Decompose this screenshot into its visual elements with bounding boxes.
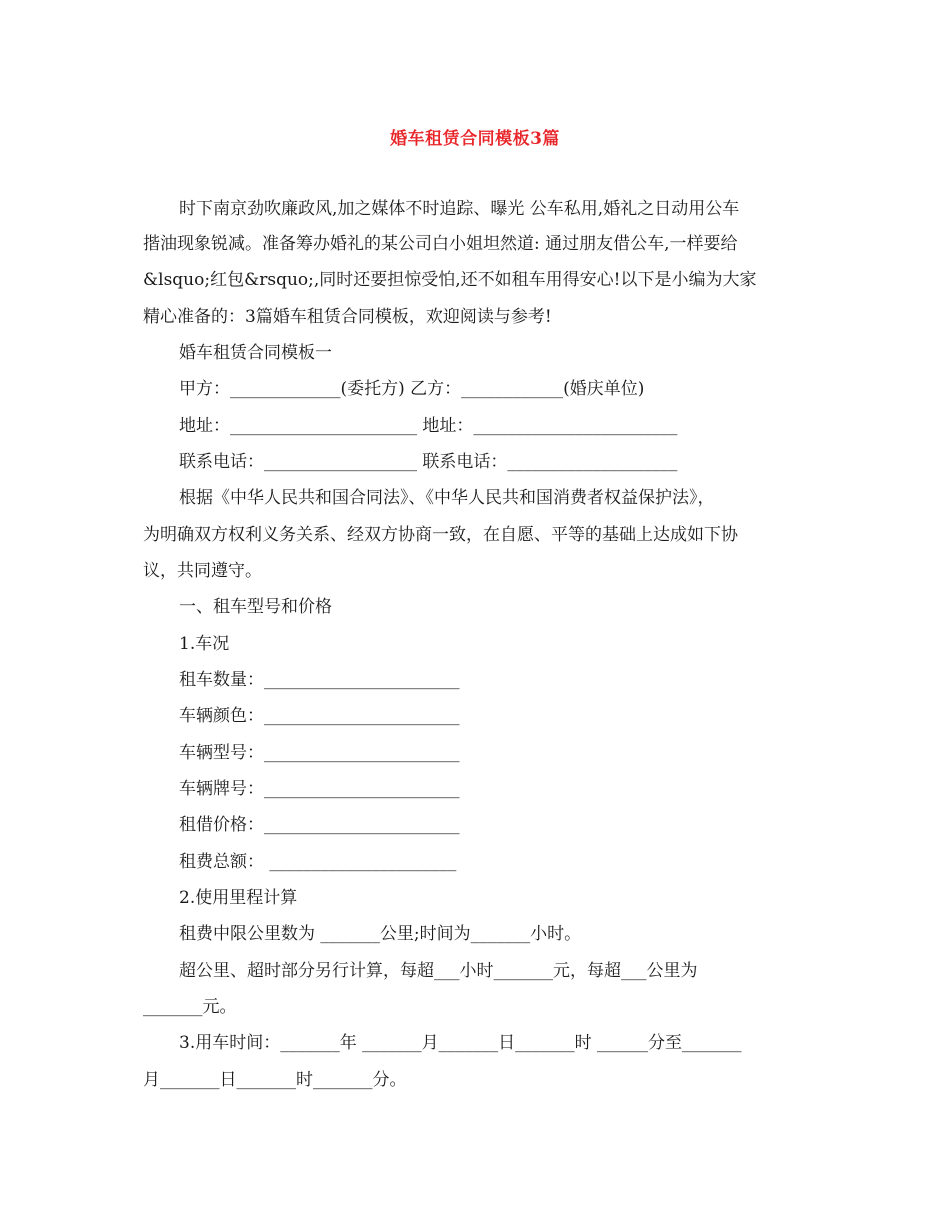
- paragraph-line: 根据《中华人民共和国合同法》、《中华人民共和国消费者权益保护法》，: [179, 488, 715, 508]
- paragraph-line: 精心准备的：3篇婚车租赁合同模板，欢迎阅读与参考!: [143, 307, 552, 327]
- clause-heading: 一、租车型号和价格: [179, 597, 332, 617]
- paragraph-line: 3.用车时间：_______年 _______月_______日_______时 ______分至_______: [179, 1033, 742, 1053]
- paragraph-line: _______元。: [143, 997, 237, 1017]
- paragraph-line: 为明确双方权利义务关系、经双方协商一致，在自愿、平等的基础上达成如下协: [143, 525, 738, 545]
- paragraph-line: 租费中限公里数为 _______公里;时间为_______小时。: [179, 924, 582, 944]
- paragraph-line: 超公里、超时部分另行计算，每超___小时_______元，每超___公里为: [179, 961, 698, 981]
- phone-line: 联系电话：__________________ 联系电话：____________________: [179, 452, 678, 472]
- field-line: 租费总额： ______________________: [179, 852, 457, 872]
- paragraph-line: 月_______日_______时_______分。: [143, 1070, 407, 1090]
- address-line: 地址：______________________ 地址：________________________: [179, 416, 678, 436]
- clause-subheading: 1.车况: [179, 634, 230, 654]
- paragraph-line: 揩油现象锐减。准备筹办婚礼的某公司白小姐坦然道: 通过朋友借公车,一样要给: [143, 234, 738, 254]
- paragraph-line: 议，共同遵守。: [143, 561, 262, 581]
- section-heading: 婚车租赁合同模板一: [179, 343, 332, 363]
- field-line: 租借价格：_______________________: [179, 815, 460, 835]
- clause-subheading: 2.使用里程计算: [179, 888, 298, 908]
- paragraph-line: &lsquo;红包&rsquo;,同时还要担惊受怕,还不如租车用得安心!以下是小编为大家: [143, 270, 757, 290]
- field-line: 车辆型号：_______________________: [179, 743, 460, 763]
- document-title: 婚车租赁合同模板3篇: [390, 129, 560, 149]
- field-line: 车辆颜色：_______________________: [179, 706, 460, 726]
- field-line: 租车数量：_______________________: [179, 670, 460, 690]
- field-line: 车辆牌号：_______________________: [179, 779, 460, 799]
- paragraph-line: 时下南京劲吹廉政风,加之媒体不时追踪、曝光 公车私用,婚礼之日动用公车: [179, 199, 740, 219]
- party-line: 甲方：_____________(委托方) 乙方：____________(婚庆单位): [179, 379, 645, 399]
